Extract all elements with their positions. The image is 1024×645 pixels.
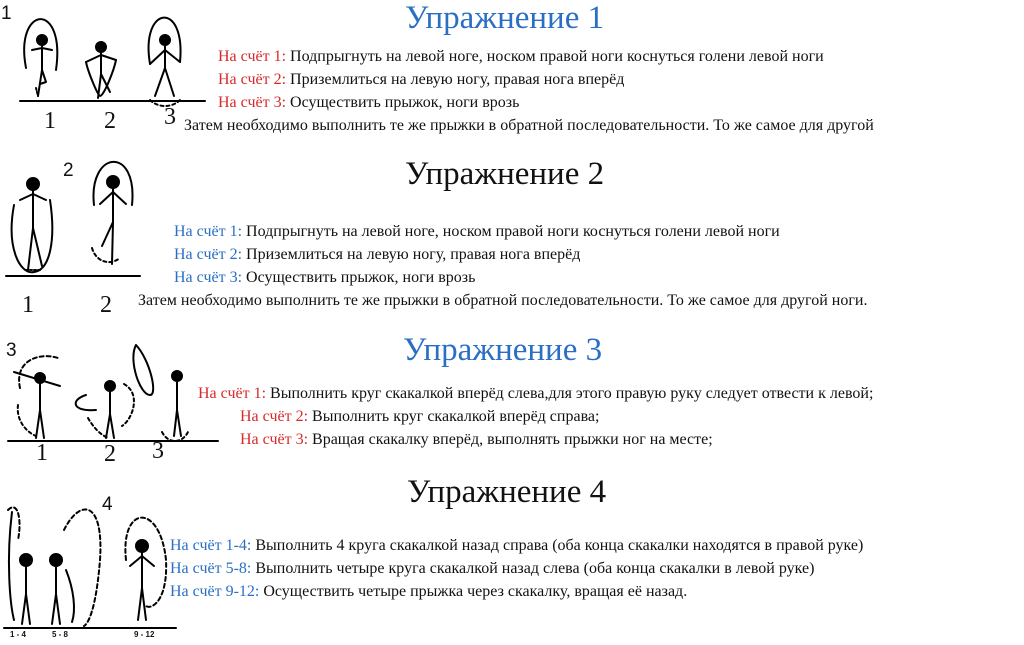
ex3-step-1 [198,385,873,403]
figure-ex2-1 [12,178,53,272]
figure-ex3-1 [14,356,60,438]
ex2-note: Затем необходимо выполнить те же прыжки в обратной последовательности. То же самое для другой ноги. [138,292,868,309]
ex2-step-1 [174,223,780,241]
ex3-step-2-count: На счёт 2: [240,408,309,425]
figure-ex1-1 [24,19,57,96]
ex2-step-1-text: Подпрыгнуть на левой ноге, носком правой ноги коснуться голени левой ноги [242,223,780,240]
figure-ex1-2 [86,42,116,98]
figure-ex4-2 [50,509,100,626]
ex1-figure-label-1: 1 [44,108,56,134]
ex1-step-2 [218,71,624,89]
ex1-note: Затем необходимо выполнить те же прыжки в обратной последовательности. То же самое для другой [184,117,874,134]
ex2-step-2-text: Приземлиться на левую ногу, правая нога вперёд [242,246,581,263]
ex3-figure-label-2: 2 [104,441,116,467]
ex2-step-3 [174,269,475,287]
ex1-step-1-count: На счёт 1: [218,48,287,65]
ex3-figure-label-3: 3 [152,438,164,464]
ex2-step-2-count: На счёт 2: [174,246,243,263]
ex4-figure-label-2: 5 - 8 [52,630,69,639]
ex4-figure-label-1: 1 - 4 [10,630,27,639]
ex2-step-3-count: На счёт 3: [174,269,243,286]
figure-ex2-2 [92,162,133,264]
ex4-step-2-text: Выполнить четыре круга скакалкой назад слева (оба конца скакалки в левой руке) [251,560,815,577]
ex1-figure-label-3: 3 [164,104,176,130]
ex3-step-2-text: Выполнить круг скакалкой вперёд справа; [308,408,600,425]
ex2-title: Упражнение 2 [405,156,605,192]
ex4-step-1 [170,537,863,555]
ex4-step-2-count: На счёт 5-8: [170,560,252,577]
figure-ex1-3 [149,18,181,106]
ex1-step-2-text: Приземлиться на левую ногу, правая нога вперёд [286,71,625,88]
ex1-title: Упражнение 1 [405,0,605,36]
ex4-figure-label-3: 9 - 12 [134,630,155,639]
ex1-step-1-text: Подпрыгнуть на левой ноге, носком правой ноги коснуться голени левой ноги [286,48,824,65]
ex3-title: Упражнение 3 [403,332,603,368]
ex2-figure-label-1: 1 [22,292,34,318]
figure-ex3-3 [133,345,188,441]
figure-number-2: 2 [63,160,74,181]
figure-number-3: 3 [6,340,17,361]
figure-number-1: 1 [1,3,12,24]
ex3-step-3 [240,431,713,449]
ex2-figure-label-2: 2 [100,292,112,318]
ex4-step-1-count: На счёт 1-4: [170,537,252,554]
figure-ex3-2 [76,381,134,438]
ex4-step-1-text: Выполнить 4 круга скакалкой назад справа (оба конца скакалки находятся в правой руке) [251,537,864,554]
figure-ex4-1 [8,507,32,624]
ex2-step-2 [174,246,580,264]
ex2-step-1-count: На счёт 1: [174,223,243,240]
ex4-step-3-text: Осуществить четыре прыжка через скакалку, вращая её назад. [259,583,688,600]
ex1-step-3-text: Осуществить прыжок, ноги врозь [286,94,520,111]
ex3-step-1-text: Выполнить круг скакалкой вперёд слева,для этого правую руку следует отвести к левой; [266,385,874,402]
figure-ex4-3 [125,518,166,620]
figure-number-4: 4 [102,494,113,515]
ex1-step-3 [218,94,519,112]
ex1-step-2-count: На счёт 2: [218,71,287,88]
ex1-figure-label-2: 2 [104,108,116,134]
ex4-title: Упражнение 4 [407,474,607,510]
ex3-step-1-count: На счёт 1: [198,385,267,402]
ex1-step-1 [218,48,824,66]
ex4-step-3-count: На счёт 9-12: [170,583,260,600]
ex4-step-3 [170,583,687,601]
ex3-step-3-text: Вращая скакалку вперёд, выполнять прыжки ног на месте; [308,431,713,448]
ex1-step-3-count: На счёт 3: [218,94,287,111]
ex2-step-3-text: Осуществить прыжок, ноги врозь [242,269,476,286]
ex4-step-2 [170,560,814,578]
ex3-step-3-count: На счёт 3: [240,431,309,448]
ex3-step-2 [240,408,599,426]
ex3-figure-label-1: 1 [36,440,48,466]
